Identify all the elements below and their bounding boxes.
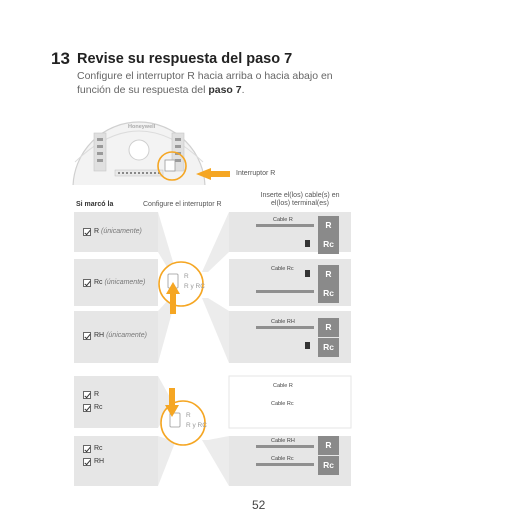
wire-rh: [256, 326, 314, 329]
option-note: (únicamente): [106, 332, 147, 339]
terminal-rc: Rc: [318, 456, 339, 475]
terminal-slot: [305, 270, 310, 277]
terminal-r: R: [318, 265, 339, 284]
terminal-r: R: [318, 318, 339, 337]
terminal-r: R: [318, 216, 339, 235]
wire-label-r: Cable R: [273, 383, 293, 389]
option-code: Rc: [94, 279, 103, 286]
wire-rh: [256, 445, 314, 448]
checkbox-rc: [83, 445, 91, 453]
switch-label-r-and-rc: R y RC: [186, 422, 207, 429]
terminal-rc: Rc: [318, 284, 339, 303]
checkbox-rc-only: [83, 279, 91, 287]
step-number: 13: [51, 49, 70, 68]
wire-r: [256, 224, 314, 227]
option-code: RH: [94, 332, 105, 339]
option-r: R: [94, 391, 100, 398]
terminal-slot: [305, 240, 310, 247]
checkbox-r: [83, 391, 91, 399]
checkbox-rc: [83, 404, 91, 412]
header-configure-switch: Configure el interruptor R: [143, 201, 222, 208]
wire-label-rc: Cable Rc: [271, 401, 294, 407]
option-rc: Rc: [94, 404, 103, 411]
header-selected-option: Si marcó la: [76, 201, 114, 208]
header-insert-wires: Inserte el(los) cable(s) en el(los) terminal(es): [260, 192, 340, 207]
step-description-end: .: [241, 84, 245, 96]
option-rh: RH: [94, 458, 105, 465]
brand-logo: Honeywell: [128, 124, 156, 130]
wire-label-r: Cable R: [273, 217, 293, 223]
option-r-only: [94, 228, 142, 235]
wire-label-rh: Cable RH: [271, 319, 295, 325]
wire-label-rc: Cable Rc: [271, 456, 294, 462]
checkbox-r-only: [83, 228, 91, 236]
option-note: (únicamente): [104, 279, 146, 286]
wire-label-rc: Cable Rc: [271, 266, 294, 272]
step-description-bold: paso 7: [208, 84, 242, 96]
option-rh-only: [94, 332, 147, 339]
step-title: Revise su respuesta del paso 7: [77, 51, 293, 67]
terminal-r: R: [318, 436, 339, 455]
checkbox-rh: [83, 458, 91, 466]
option-note: (únicamente): [101, 228, 142, 235]
switch-callout-label: Interruptor R: [236, 170, 276, 177]
switch-label-r: R: [184, 273, 189, 280]
page-number: 52: [252, 498, 266, 512]
switch-label-r-and-rc: R y RC: [184, 283, 205, 290]
option-rc: Rc: [94, 445, 103, 452]
wire-label-rh: Cable RH: [271, 438, 295, 444]
switch-label-r: R: [186, 412, 191, 419]
terminal-slot: [305, 342, 310, 349]
checkbox-rh-only: [83, 332, 91, 340]
option-rc-only: [94, 279, 145, 286]
wire-rc: [256, 463, 314, 466]
terminal-rc: Rc: [318, 235, 339, 254]
wire-rc: [256, 290, 314, 293]
terminal-rc: Rc: [318, 338, 339, 357]
option-code: R: [94, 228, 100, 235]
step-description-text: Configure el interruptor R hacia arriba o hacia abajo en función de su respuesta del: [77, 70, 333, 96]
